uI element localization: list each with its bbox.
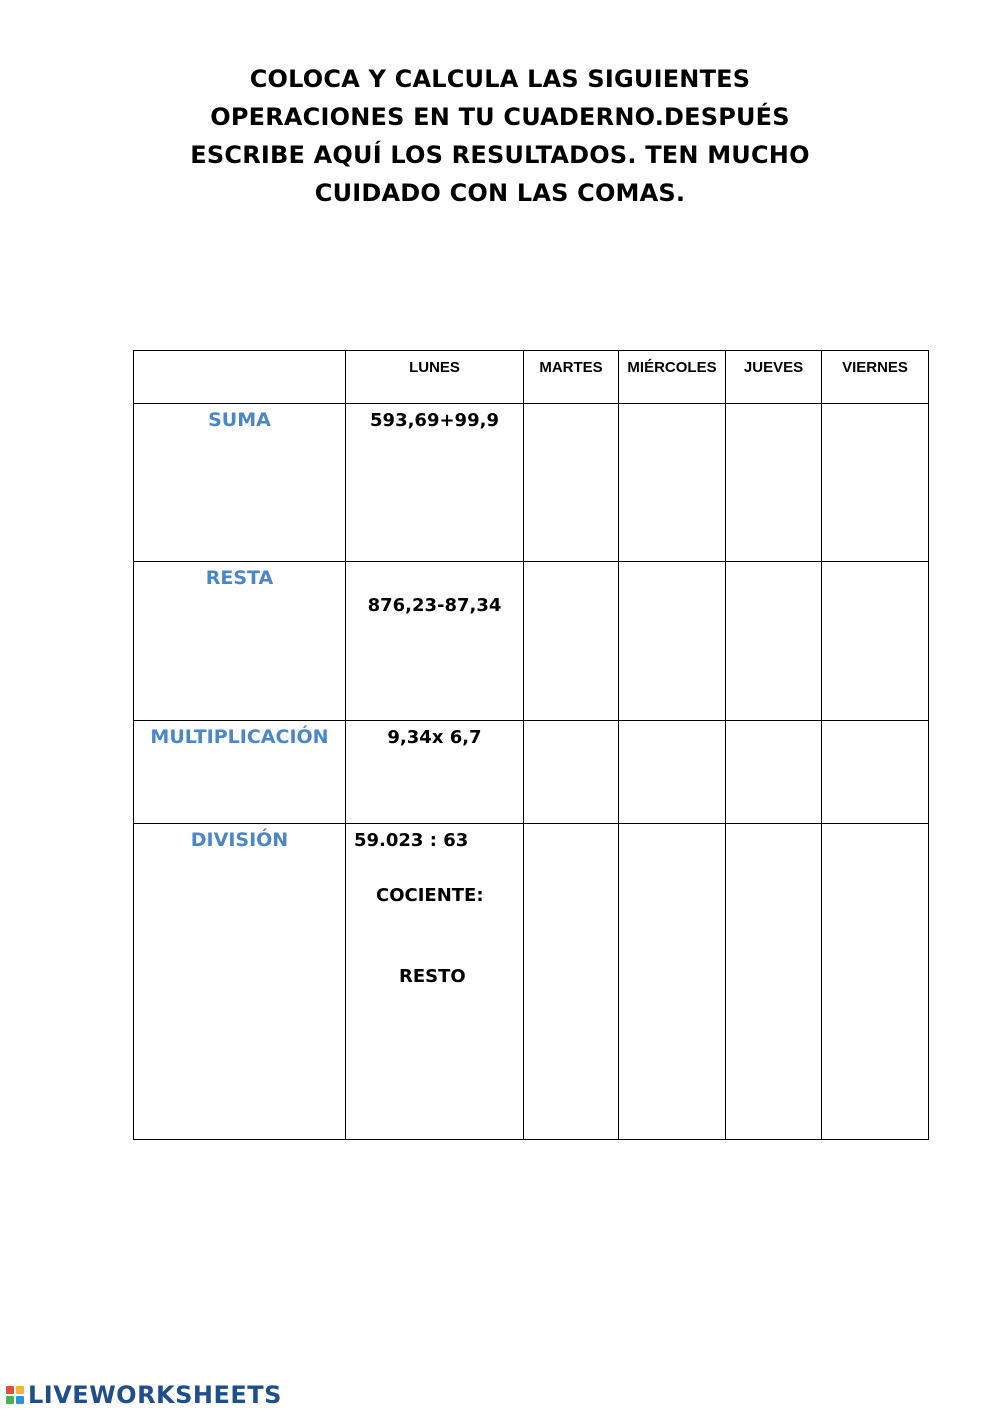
instructions-line: ESCRIBE AQUÍ LOS RESULTADOS. TEN MUCHO bbox=[190, 141, 810, 169]
header-row bbox=[134, 351, 929, 404]
liveworksheets-footer bbox=[6, 1382, 282, 1408]
row-label-multiplicacion: MULTIPLICACIÓN bbox=[134, 721, 346, 824]
answer-cell-jueves[interactable] bbox=[726, 721, 822, 824]
answer-cell-miercoles[interactable] bbox=[619, 562, 726, 721]
header-martes: MARTES bbox=[524, 351, 619, 404]
header-lunes: LUNES bbox=[346, 351, 524, 404]
worksheet-table bbox=[133, 350, 929, 1140]
instructions-line: OPERACIONES EN TU CUADERNO.DESPUÉS bbox=[210, 103, 790, 131]
row-resta bbox=[134, 562, 929, 721]
header-corner-cell bbox=[134, 351, 346, 404]
answer-cell-miercoles[interactable] bbox=[619, 721, 726, 824]
row-label-division: DIVISIÓN bbox=[134, 824, 346, 1140]
answer-cell-miercoles[interactable] bbox=[619, 404, 726, 562]
header-jueves: JUEVES bbox=[726, 351, 822, 404]
liveworksheets-logo-icon bbox=[6, 1386, 24, 1404]
instructions-line: COLOCA Y CALCULA LAS SIGUIENTES bbox=[249, 65, 751, 93]
answer-cell-viernes[interactable] bbox=[822, 404, 929, 562]
header-miercoles: MIÉRCOLES bbox=[619, 351, 726, 404]
answer-cell-martes[interactable] bbox=[524, 404, 619, 562]
operation-resta: 876,23-87,34 bbox=[346, 562, 524, 721]
instructions-line: CUIDADO CON LAS COMAS. bbox=[314, 179, 686, 207]
row-label-resta: RESTA bbox=[134, 562, 346, 721]
header-viernes: VIERNES bbox=[822, 351, 929, 404]
answer-cell-viernes[interactable] bbox=[822, 721, 929, 824]
row-label-suma: SUMA bbox=[134, 404, 346, 562]
brand-name: LIVEWORKSHEETS bbox=[28, 1381, 282, 1409]
division-expression: 59.023 : 63 bbox=[354, 830, 469, 851]
instructions-text bbox=[150, 60, 850, 212]
row-suma bbox=[134, 404, 929, 562]
answer-cell-miercoles[interactable] bbox=[619, 824, 726, 1140]
answer-cell-jueves[interactable] bbox=[726, 404, 822, 562]
row-division bbox=[134, 824, 929, 1140]
answer-cell-martes[interactable] bbox=[524, 824, 619, 1140]
resto-label: RESTO bbox=[399, 966, 466, 987]
cociente-label: COCIENTE: bbox=[376, 885, 484, 906]
operation-multiplicacion: 9,34x 6,7 bbox=[346, 721, 524, 824]
operation-division bbox=[346, 824, 524, 1140]
answer-cell-jueves[interactable] bbox=[726, 824, 822, 1140]
operation-suma: 593,69+99,9 bbox=[346, 404, 524, 562]
answer-cell-viernes[interactable] bbox=[822, 824, 929, 1140]
answer-cell-martes[interactable] bbox=[524, 721, 619, 824]
answer-cell-martes[interactable] bbox=[524, 562, 619, 721]
answer-cell-viernes[interactable] bbox=[822, 562, 929, 721]
answer-cell-jueves[interactable] bbox=[726, 562, 822, 721]
row-multiplicacion bbox=[134, 721, 929, 824]
